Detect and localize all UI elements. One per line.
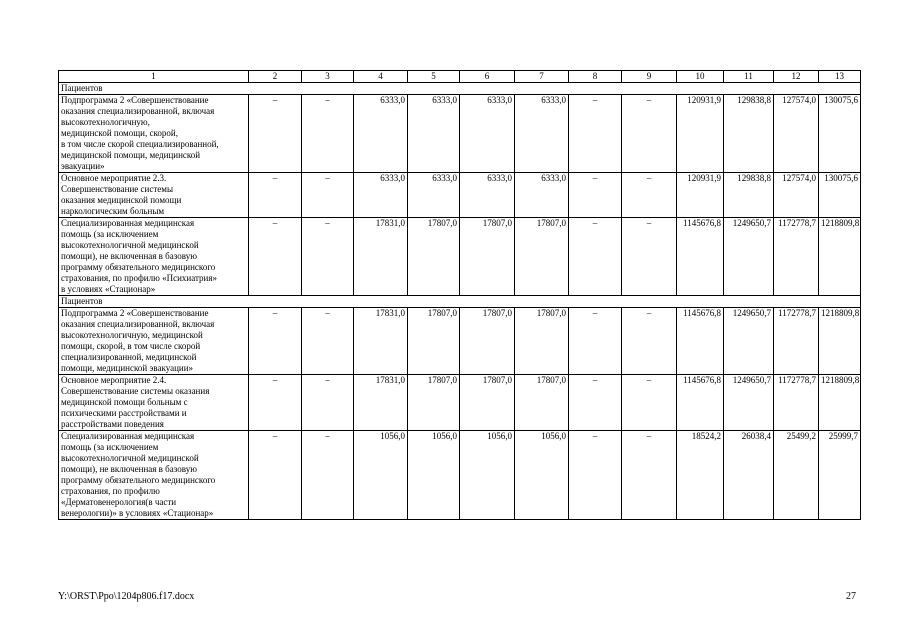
description-line: Совершенствование системы оказания [61,386,210,396]
table-cell: – [622,95,677,173]
header-cell: 2 [249,71,302,83]
table-cell: – [249,431,302,520]
table-cell: 17831,0 [354,218,408,296]
header-cell: 12 [774,71,819,83]
table-header-row [59,71,861,83]
table-cell: 25999,7 [819,431,861,520]
header-cell: 9 [622,71,677,83]
section-row [59,83,861,95]
table-cell: 1172778,7 [774,308,819,375]
table-cell: 26038,4 [724,431,774,520]
table-cell: – [302,375,354,431]
table-cell: – [569,218,622,296]
header-cell: 3 [302,71,354,83]
description-line: Подпрограмма 2 «Совершенствование [61,95,209,105]
table-cell: – [249,375,302,431]
row-description [59,218,249,296]
header-cell: 4 [354,71,408,83]
header-cell: 5 [408,71,460,83]
description-line: высокотехнологичной медицинской [61,240,199,250]
table-cell: – [569,308,622,375]
table-cell: – [249,308,302,375]
footer-file-path: Y:\ORST\Ppo\1204p806.f17.docx [58,591,195,602]
table-cell: – [302,308,354,375]
description-line: наркологическим больным [61,206,165,216]
description-line: Специализированная медицинская [61,431,195,441]
table-cell: 1249650,7 [724,218,774,296]
table-cell: 130075,6 [819,173,861,218]
table-cell: 1145676,8 [677,308,724,375]
table-cell: 17807,0 [460,375,515,431]
description-line: Подпрограмма 2 «Совершенствование [61,308,209,318]
description-line: Совершенствование системы [61,184,174,194]
section-row [59,296,861,308]
table-cell: 17807,0 [460,218,515,296]
table-cell: 120931,9 [677,95,724,173]
table-cell: – [622,173,677,218]
table-cell: – [622,218,677,296]
table-cell: 17807,0 [515,218,569,296]
table-cell: – [302,173,354,218]
description-line: высокотехнологичную, [61,117,150,127]
table-cell: 17807,0 [515,308,569,375]
description-line: медицинской помощи больным с [61,397,188,407]
table-cell: 127574,0 [774,173,819,218]
table-cell: – [622,308,677,375]
description-line: помощи, скорой, в том числе скорой [61,341,201,351]
table-cell: 6333,0 [515,95,569,173]
table-cell: 17831,0 [354,375,408,431]
description-line: медицинской помощи, медицинской [61,150,201,160]
table-cell: 1218809,8 [819,218,861,296]
table-cell: 17807,0 [408,308,460,375]
footer-page-number: 27 [846,591,856,602]
description-line: помощи), не включенная в базовую [61,464,197,474]
description-line: высокотехнологичной медицинской [61,453,199,463]
table-cell: – [249,95,302,173]
description-line: Основное мероприятие 2.4. [61,375,167,385]
row-description [59,173,249,218]
table-cell: 1218809,8 [819,375,861,431]
description-line: высокотехнологичную, медицинской [61,330,203,340]
table-cell: – [569,173,622,218]
row-description [59,431,249,520]
description-line: помощь (за исключением [61,442,159,452]
table-cell: – [569,375,622,431]
table-cell: 6333,0 [354,173,408,218]
data-table [58,70,861,520]
table-cell: 17807,0 [460,308,515,375]
table-cell: 1249650,7 [724,308,774,375]
row-description [59,375,249,431]
description-line: расстройствами поведения [61,419,164,429]
description-line: в условиях «Стационар» [61,284,156,294]
table-cell: 1172778,7 [774,218,819,296]
header-cell: 6 [460,71,515,83]
description-line: помощи, медицинской эвакуации» [61,363,194,373]
description-line: страхования, по профилю [61,486,160,496]
header-cell: 13 [819,71,861,83]
table-cell: 18524,2 [677,431,724,520]
row-description [59,95,249,173]
description-line: помощи), не включенная в базовую [61,251,197,261]
table-cell: 6333,0 [354,95,408,173]
table-cell: 25499,2 [774,431,819,520]
header-cell: 10 [677,71,724,83]
table-cell: 17807,0 [408,218,460,296]
table-row [59,308,861,375]
header-cell: 8 [569,71,622,83]
table-cell: 120931,9 [677,173,724,218]
table-row [59,173,861,218]
table-cell: – [302,218,354,296]
table-cell: 1056,0 [515,431,569,520]
table-row [59,218,861,296]
table-cell: 6333,0 [408,95,460,173]
description-line: психическими расстройствами и [61,408,187,418]
table-row [59,95,861,173]
description-line: помощь (за исключением [61,229,159,239]
table-cell: 1056,0 [408,431,460,520]
header-cell: 11 [724,71,774,83]
table-cell: 127574,0 [774,95,819,173]
table-cell: 6333,0 [460,173,515,218]
table-cell: 17807,0 [408,375,460,431]
table-cell: – [569,95,622,173]
description-line: эвакуации» [61,161,105,171]
description-line: программу обязательного медицинского [61,475,216,485]
description-line: специализированной, медицинской [61,352,197,362]
table-cell: 1249650,7 [724,375,774,431]
table-cell: 129838,8 [724,173,774,218]
table-cell: 1145676,8 [677,218,724,296]
description-line: страхования, по профилю «Психиатрия» [61,273,217,283]
table-cell: 6333,0 [408,173,460,218]
description-line: «Дерматовенерология(в части [61,497,177,507]
table-cell: 130075,6 [819,95,861,173]
table-cell: 1056,0 [460,431,515,520]
table-cell: – [622,375,677,431]
description-line: оказания медицинской помощи [61,195,182,205]
description-line: программу обязательного медицинского [61,262,216,272]
table-cell: 1172778,7 [774,375,819,431]
table-row [59,375,861,431]
table-body [59,71,861,520]
description-line: оказания специализированной, включая [61,106,215,116]
header-cell: 1 [59,71,249,83]
table-cell: 6333,0 [515,173,569,218]
description-line: в том числе скорой специализированной, [61,139,219,149]
table-cell: 17807,0 [515,375,569,431]
table-cell: 1056,0 [354,431,408,520]
table-cell: 17831,0 [354,308,408,375]
table-cell: – [569,431,622,520]
table-cell: – [249,173,302,218]
section-label: Пациентов [59,296,861,308]
table-cell: 1145676,8 [677,375,724,431]
table-cell: – [302,95,354,173]
description-line: Основное мероприятие 2.3. [61,173,167,183]
description-line: медицинской помощи, скорой, [61,128,178,138]
table-cell: – [622,431,677,520]
table-cell: 1218809,8 [819,308,861,375]
table-row [59,431,861,520]
table-cell: 6333,0 [460,95,515,173]
description-line: оказания специализированной, включая [61,319,215,329]
row-description [59,308,249,375]
section-label: Пациентов [59,83,861,95]
table-cell: 129838,8 [724,95,774,173]
description-line: венерологии)» в условиях «Стационар» [61,508,214,518]
header-cell: 7 [515,71,569,83]
table-cell: – [302,431,354,520]
table-cell: – [249,218,302,296]
description-line: Специализированная медицинская [61,218,195,228]
